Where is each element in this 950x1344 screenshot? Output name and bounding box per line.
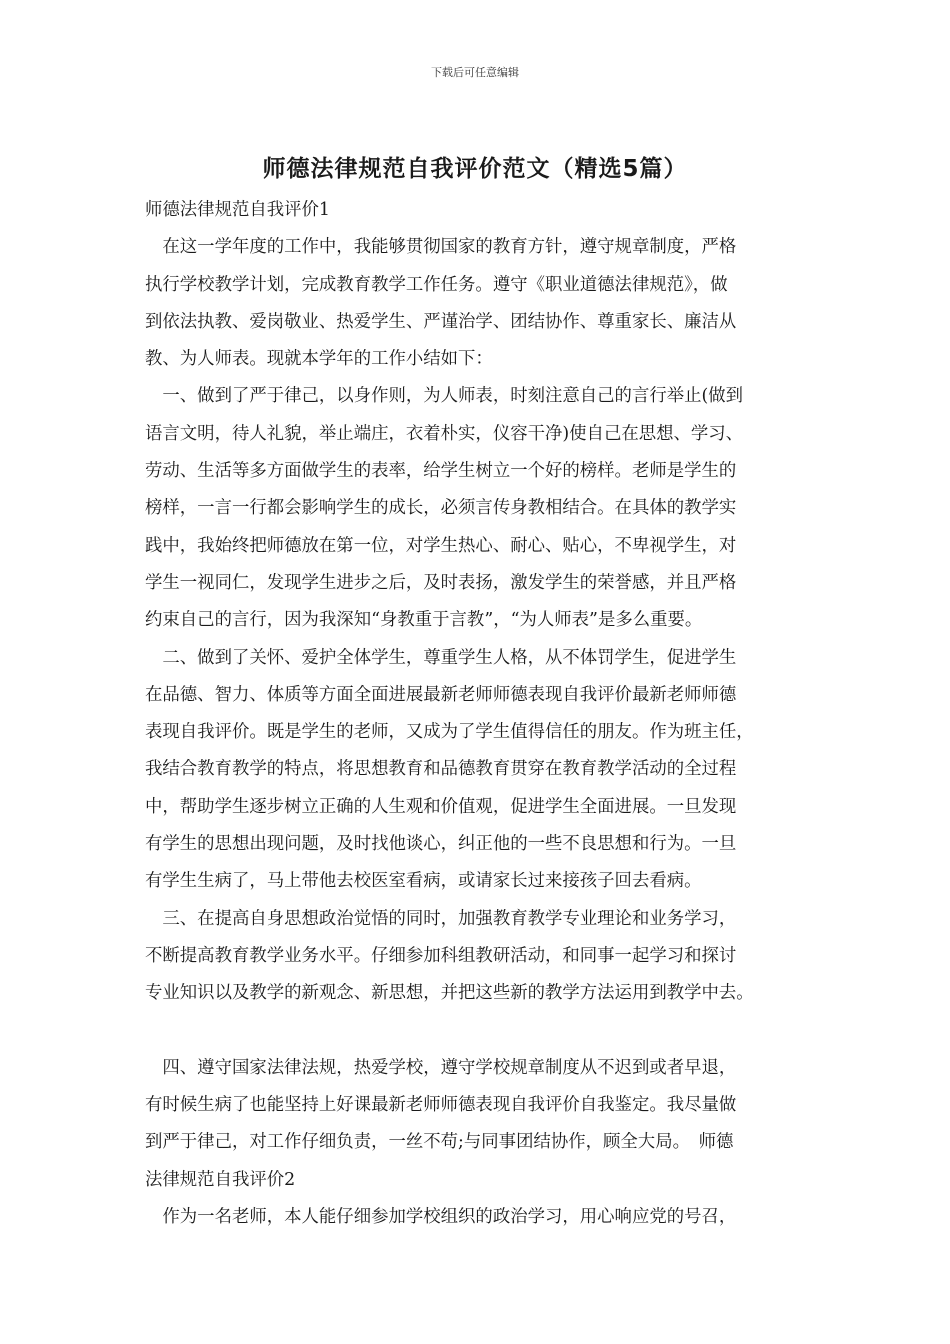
text-line: 到依法执教、爱岗敬业、热爱学生、严谨治学、团结协作、尊重家长、廉洁从 (145, 311, 737, 332)
text-line: 践中，我始终把师德放在第一位，对学生热心、耐心、贴心，不卑视学生，对 (145, 535, 737, 556)
text-line: 约束自己的言行，因为我深知“身教重于言教”，“为人师表”是多么重要。 (145, 610, 703, 631)
blank-line (145, 1013, 809, 1050)
text-line: 中，帮助学生逐步树立正确的人生观和价值观，促进学生全面进展。一旦发现 (145, 796, 737, 817)
text-line: 专业知识以及教学的新观念、新思想，并把这些新的教学方法运用到教学中去。 (145, 983, 754, 1004)
text-line: 有时候生病了也能坚持上好课最新老师师德表现自我评价自我鉴定。我尽量做 (145, 1095, 737, 1116)
page-header-note: 下载后可任意编辑 (431, 66, 519, 79)
document-title: 师德法律规范自我评价范文（精选5篇） (262, 156, 688, 182)
text-line: 师德法律规范自我评价1 (145, 200, 330, 220)
text-line: 在品德、智力、体质等方面全面进展最新老师师德表现自我评价最新老师师德 (145, 684, 737, 705)
text-line: 榜样，一言一行都会影响学生的成长，必须言传身教相结合。在具体的教学实 (145, 498, 737, 519)
text-line: 表现自我评价。既是学生的老师，又成为了学生值得信任的朋友。作为班主任， (145, 722, 754, 743)
text-line: 作为一名老师，本人能仔细参加学校组织的政治学习，用心响应党的号召， (145, 1207, 737, 1228)
text-line: 在这一学年度的工作中，我能够贯彻国家的教育方针，遵守规章制度，严格 (145, 237, 737, 258)
text-line: 劳动、生活等多方面做学生的表率，给学生树立一个好的榜样。老师是学生的 (145, 461, 737, 482)
text-line: 我结合教育教学的特点，将思想教育和品德教育贯穿在教育教学活动的全过程 (145, 759, 737, 780)
text-line: 四、遵守国家法律法规，热爱学校，遵守学校规章制度从不迟到或者早退， (145, 1057, 737, 1078)
text-line: 有学生生病了，马上带他去校医室看病，或请家长过来接孩子回去看病。 (145, 871, 702, 892)
text-line: 二、做到了关怀、爱护全体学生，尊重学生人格，从不体罚学生，促进学生 (145, 647, 737, 668)
text-line: 语言文明，待人礼貌，举止端庄，衣着朴实，仪容干净)使自己在思想、学习、 (145, 423, 744, 444)
text-line: 不断提高教育教学业务水平。仔细参加科组教研活动，和同事一起学习和探讨 (145, 945, 737, 966)
text-line: 执行学校教学计划，完成教育教学工作任务。遵守《职业道德法律规范》，做 (145, 274, 728, 295)
document-body (145, 192, 809, 1236)
text-line: 法律规范自我评价2 (145, 1169, 296, 1190)
text-line: 三、在提高自身思想政治觉悟的同时，加强教育教学专业理论和业务学习， (145, 908, 737, 929)
text-line: 有学生的思想出现问题，及时找他谈心，纠正他的一些不良思想和行为。一旦 (145, 834, 737, 855)
text-line: 教、为人师表。现就本学年的工作小结如下： (145, 349, 493, 370)
text-line: 到严于律己，对工作仔细负责，一丝不苟;与同事团结协作，顾全大局。 师德 (145, 1132, 734, 1153)
text-line: 学生一视同仁，发现学生进步之后，及时表扬，激发学生的荣誉感，并且严格 (145, 572, 737, 593)
text-line: 一、做到了严于律己，以身作则，为人师表，时刻注意自己的言行举止(做到 (145, 386, 744, 407)
